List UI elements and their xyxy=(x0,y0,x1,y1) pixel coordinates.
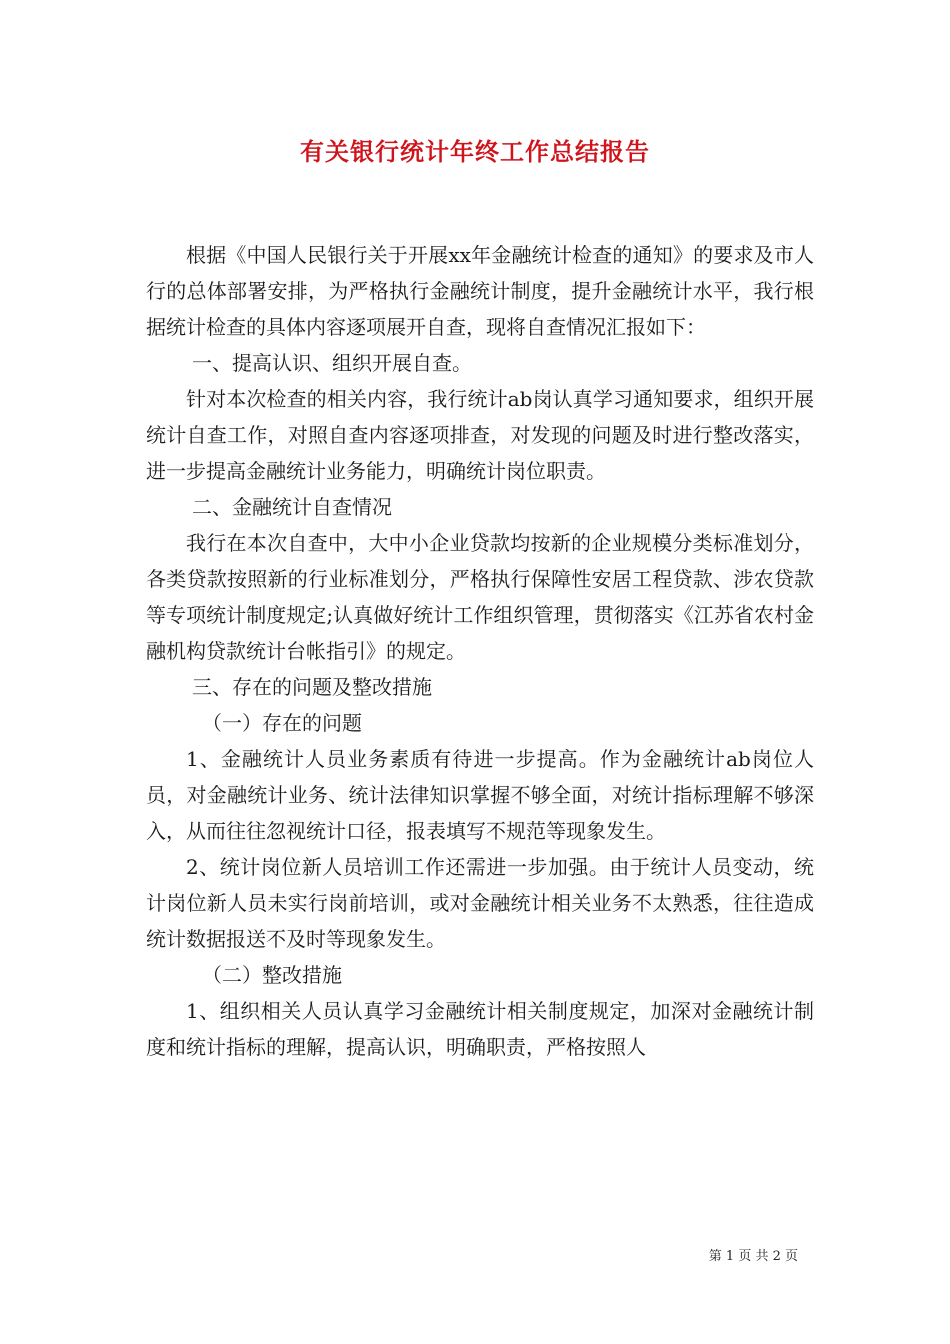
paragraph: 1、金融统计人员业务素质有待进一步提高。作为金融统计ab岗位人员，对金融统计业务、统计法律知识掌握不够全面，对统计指标理解不够深入，从而往往忽视统计口径，报表填写不规范等现象发生。 xyxy=(146,747,814,843)
document-body xyxy=(146,237,814,1065)
subsection-heading: （二）整改措施 xyxy=(202,963,342,987)
subsection-heading: （一）存在的问题 xyxy=(202,711,362,735)
paragraph: 1、组织相关人员认真学习金融统计相关制度规定，加深对金融统计制度和统计指标的理解，提高认识，明确职责，严格按照人 xyxy=(146,999,814,1059)
paragraph: 根据《中国人民银行关于开展xx年金融统计检查的通知》的要求及市人行的总体部署安排，为严格执行金融统计制度，提升金融统计水平，我行根据统计检查的具体内容逐项展开自查，现将自查情况汇报如下： xyxy=(146,243,814,339)
document-title: 有关银行统计年终工作总结报告 xyxy=(300,138,650,166)
page-number: 第 1 页 共 2 页 xyxy=(708,1249,798,1264)
paragraph: 我行在本次自查中，大中小企业贷款均按新的企业规模分类标准划分，各类贷款按照新的行业标准划分，严格执行保障性安居工程贷款、涉农贷款等专项统计制度规定;认真做好统计工作组织管理，贯彻落实《江苏省农村金融机构贷款统计台帐指引》的规定。 xyxy=(146,531,814,663)
section-heading: 一、提高认识、组织开展自查。 xyxy=(192,351,472,375)
paragraph: 针对本次检查的相关内容，我行统计ab岗认真学习通知要求，组织开展统计自查工作，对照自查内容逐项排查，对发现的问题及时进行整改落实，进一步提高金融统计业务能力，明确统计岗位职责。 xyxy=(146,387,814,483)
section-heading: 二、金融统计自查情况 xyxy=(192,495,392,519)
paragraph: 2、统计岗位新人员培训工作还需进一步加强。由于统计人员变动，统计岗位新人员未实行岗前培训，或对金融统计相关业务不太熟悉，往往造成统计数据报送不及时等现象发生。 xyxy=(146,855,814,951)
section-heading: 三、存在的问题及整改措施 xyxy=(192,675,432,699)
